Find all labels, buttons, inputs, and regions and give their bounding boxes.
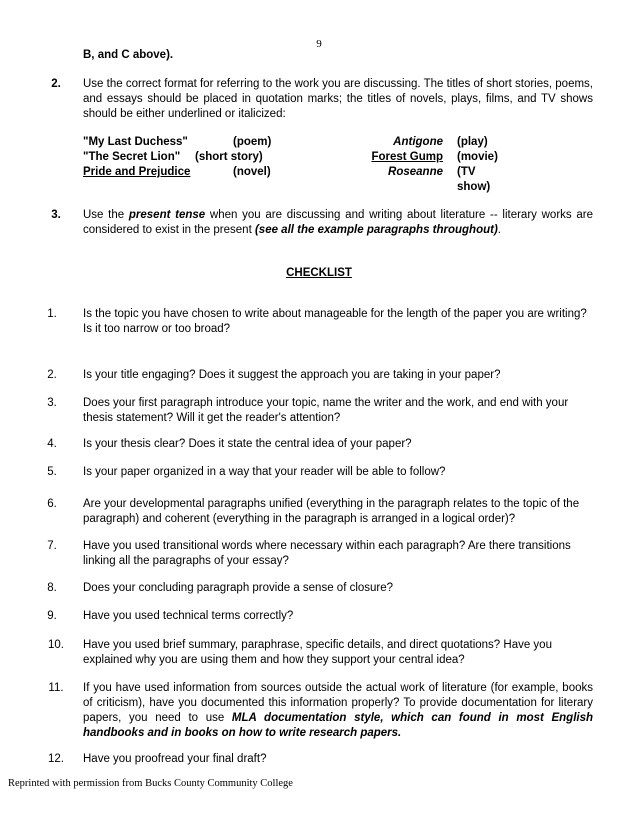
rule-emphasis: present tense — [128, 209, 206, 221]
checklist-number: 3. — [47, 397, 57, 409]
checklist-number: 11. — [48, 682, 64, 694]
work-type: (play) — [457, 136, 488, 148]
checklist-number: 2. — [47, 369, 57, 381]
rule-text-part: when you are discussing and writing about literature -- literary works are considered to exist in the present — [83, 209, 593, 236]
work-title: Pride and Prejudice — [83, 166, 191, 178]
checklist-text: Have you used brief summary, paraphrase, specific details, and direct quotations? Have you explained why you are using them and how they support your central idea? — [83, 639, 552, 666]
work-title: Forest Gump — [371, 151, 443, 163]
checklist-text: Is it too narrow or too broad? — [83, 323, 231, 335]
checklist-text: Have you proofread your final draft? — [83, 753, 267, 765]
rule-text-part: Use the — [83, 209, 129, 221]
checklist-item — [83, 681, 593, 741]
checklist-text: Is your paper organized in a way that your reader will be able to follow? — [83, 466, 446, 478]
rule-emphasis: (see all the example paragraphs throughout) — [254, 224, 498, 236]
checklist-number: 1. — [47, 308, 57, 320]
checklist-text: Are your developmental paragraphs unified (everything in the paragraph relates to the topic of the paragraph) and coherent (everything in the paragraph is arranged in a logical order)? — [83, 498, 580, 525]
checklist-heading: CHECKLIST — [286, 267, 352, 279]
checklist-text: Have you used technical terms correctly? — [83, 610, 294, 622]
work-title: Antigone — [393, 136, 443, 148]
works-row — [83, 135, 503, 150]
checklist-number: 10. — [48, 639, 64, 651]
rule-number: 3. — [51, 209, 61, 221]
checklist-text: Does your concluding paragraph provide a sense of closure? — [83, 582, 394, 594]
rule-number: 2. — [51, 78, 61, 90]
checklist-number: 4. — [47, 438, 57, 450]
work-type: (poem) — [233, 136, 272, 148]
checklist-text: Is your thesis clear? Does it state the central idea of your paper? — [83, 438, 412, 450]
checklist-number: 8. — [47, 582, 57, 594]
checklist-text: If you have used information from sources outside the actual work of literature (for example, books of criticism), have you documented this information properly? To provide documentation for literary papers, you need to use — [83, 682, 593, 724]
checklist-number: 5. — [47, 466, 57, 478]
works-row — [83, 165, 503, 193]
continuation-text: B, and C above). — [83, 49, 174, 61]
work-title: "My Last Duchess" — [83, 136, 188, 148]
checklist-number: 7. — [47, 540, 57, 552]
checklist-text: Have you used transitional words where necessary within each paragraph? Are there transitions linking all the paragraphs of your essay? — [83, 540, 571, 567]
work-type: (TV show) — [457, 166, 491, 193]
footer-credit: Reprinted with permission from Bucks County Community College — [8, 778, 293, 789]
rule-text-part: . — [497, 224, 501, 236]
work-type: (novel) — [233, 166, 271, 178]
work-title: Roseanne — [388, 166, 443, 178]
checklist-number: 6. — [47, 498, 57, 510]
checklist-emphasis: MLA documentation style, which can found in most English handbooks and in books on how to write research papers. — [83, 712, 594, 739]
checklist-text: Does your first paragraph introduce your topic, name the writer and the work, and end with your thesis statement? Will it get the reader's attention? — [83, 397, 569, 424]
rule-text: Use the correct format for referring to the work you are discussing. The titles of short stories, poems, and essays should be placed in quotation marks; the titles of novels, plays, films, and TV shows should be either underlined or italicized: — [83, 78, 593, 120]
checklist-number: 12. — [48, 753, 64, 765]
work-type: (short story) — [195, 151, 263, 163]
page-number: 9 — [316, 38, 322, 50]
checklist-text: Is your title engaging? Does it suggest the approach you are taking in your paper? — [83, 369, 501, 381]
works-table — [83, 135, 503, 193]
works-row — [83, 150, 503, 165]
work-type: (movie) — [457, 151, 498, 163]
checklist-number: 9. — [47, 610, 57, 622]
checklist-text: Is the topic you have chosen to write about manageable for the length of the paper you are writing? — [83, 308, 587, 320]
work-title: "The Secret Lion" — [83, 151, 181, 163]
checklist-item — [83, 307, 593, 337]
rule-text — [83, 208, 593, 238]
